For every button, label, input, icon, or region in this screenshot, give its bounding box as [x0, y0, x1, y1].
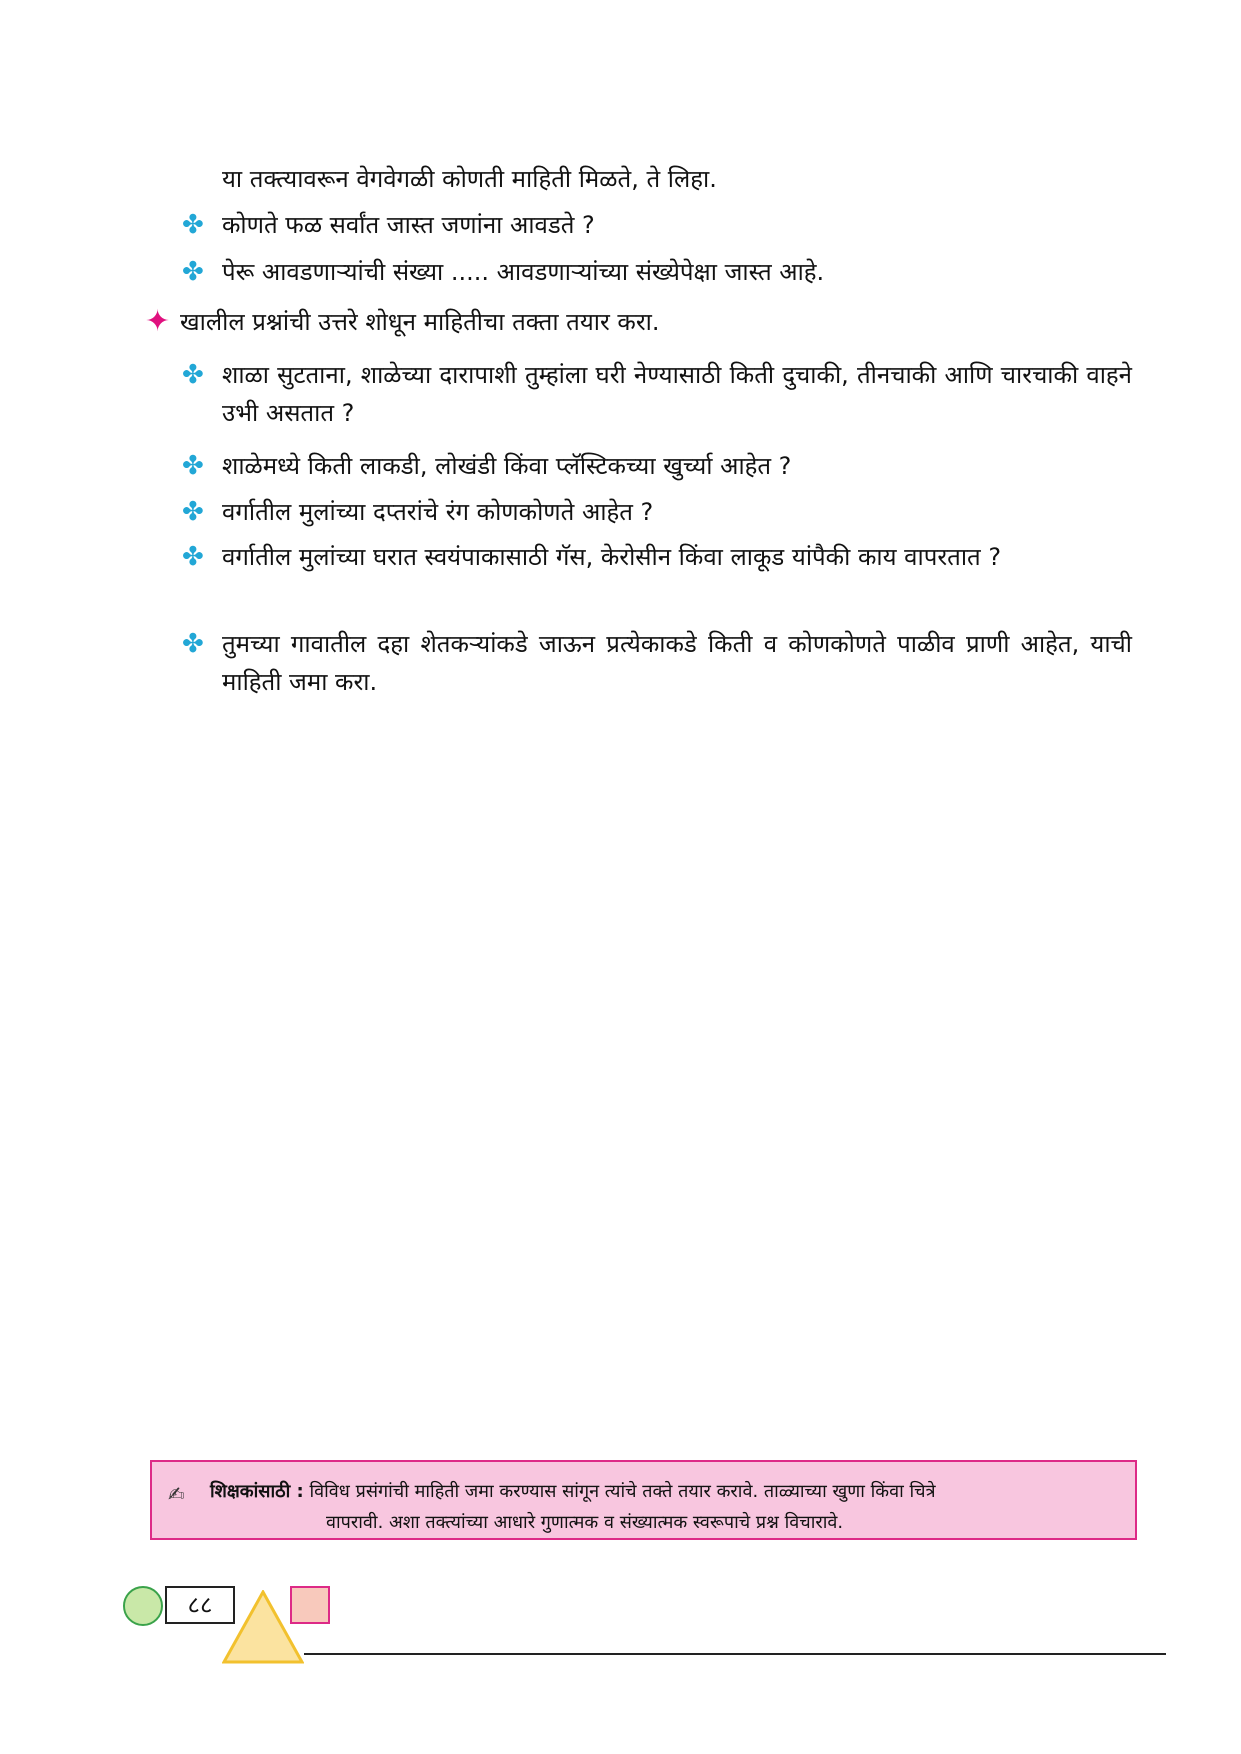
task-heading: खालील प्रश्नांची उत्तरे शोधून माहितीचा तक्ता तयार करा. [180, 308, 660, 336]
flower-bullet-icon: ✤ [182, 497, 204, 527]
flower-bullet-icon: ✤ [182, 257, 204, 287]
task-question-2: शाळेमध्ये किती लाकडी, लोखंडी किंवा प्लॅस्टिकच्या खुर्च्या आहेत ? [222, 452, 792, 480]
teacher-note-lead: शिक्षकांसाठी : [210, 1481, 304, 1502]
flower-bullet-icon: ✤ [182, 210, 204, 240]
pencil-icon: ✍ [168, 1482, 185, 1506]
teacher-note-line2: वापरावी. अशा तक्त्यांच्या आधारे गुणात्मक व संख्यात्मक स्वरूपाचे प्रश्न विचारावे. [326, 1512, 844, 1533]
green-circle-shape [123, 1586, 163, 1626]
intro-line: या तक्त्यावरून वेगवेगळी कोणती माहिती मिळते, ते लिहा. [222, 165, 717, 193]
intro-question-1: कोणते फळ सर्वांत जास्त जणांना आवडते ? [222, 211, 595, 239]
teacher-note-line1: विविध प्रसंगांची माहिती जमा करण्यास सांगून त्यांचे तक्ते तयार करावे. ताळ्याच्या खुणा किंवा चित्रे [309, 1481, 936, 1502]
page-number: ८८ [165, 1586, 235, 1624]
flower-bullet-icon: ✤ [182, 629, 204, 659]
task-question-5: तुमच्या गावातील दहा शेतकऱ्यांकडे जाऊन प्रत्येकाकडे किती व कोणकोणते पाळीव प्राणी आहेत, याची माहिती जमा करा. [222, 630, 1132, 696]
flower-bullet-icon: ✤ [182, 542, 204, 572]
flower-bullet-icon: ✤ [182, 451, 204, 481]
task-question-4: वर्गातील मुलांच्या घरात स्वयंपाकासाठी गॅस, केरोसीन किंवा लाकूड यांपैकी काय वापरतात ? [222, 543, 1002, 571]
star-marker-icon: ✦ [145, 304, 171, 339]
pink-square-shape [290, 1586, 330, 1624]
footer-rule [304, 1653, 1166, 1655]
intro-question-2: पेरू आवडणाऱ्यांची संख्या ..... आवडणाऱ्यांच्या संख्येपेक्षा जास्त आहे. [222, 258, 825, 286]
flower-bullet-icon: ✤ [182, 360, 204, 390]
teacher-note-text [210, 1476, 1120, 1538]
teacher-note-box [150, 1460, 1137, 1540]
task-question-3: वर्गातील मुलांच्या दप्तरांचे रंग कोणकोणते आहेत ? [222, 498, 654, 526]
task-question-1: शाळा सुटताना, शाळेच्या दारापाशी तुम्हांला घरी नेण्यासाठी किती दुचाकी, तीनचाकी आणि चारचाकी वाहने उभी असतात ? [222, 361, 1132, 427]
